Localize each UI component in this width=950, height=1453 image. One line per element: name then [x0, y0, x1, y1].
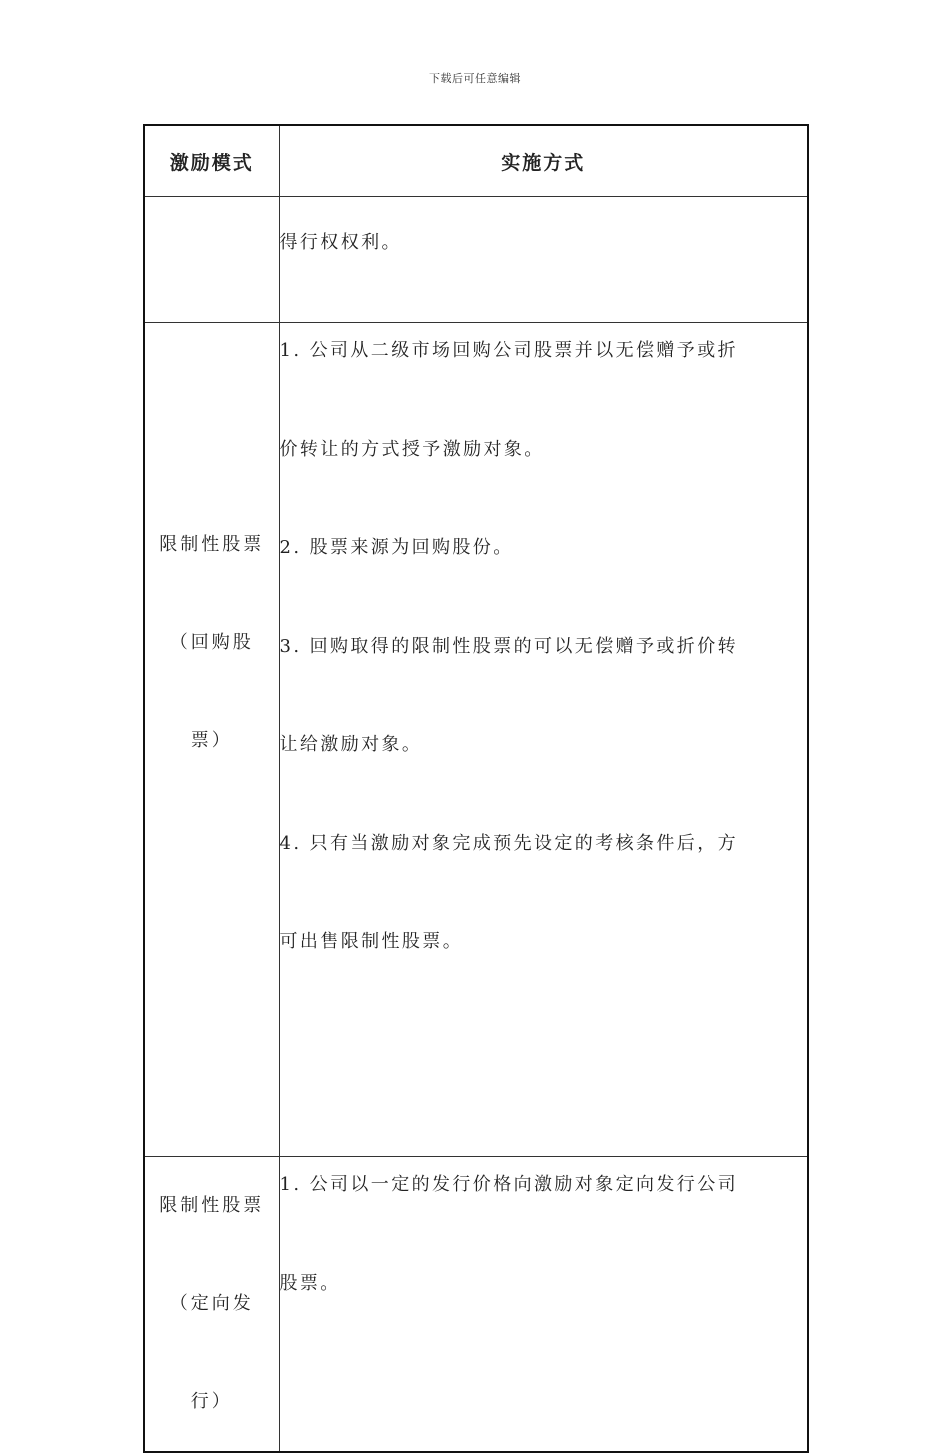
- incentive-table: [143, 124, 809, 1453]
- mode-label-line: （定向发: [169, 1293, 254, 1314]
- column-header-mode: 激励模式: [144, 125, 279, 197]
- implementation-line: 可出售限制性股票。: [279, 931, 464, 952]
- table-header-row: [144, 125, 808, 197]
- mode-label-line: 限制性股票: [159, 534, 265, 555]
- implementation-cell: [279, 323, 808, 1157]
- implementation-line: 3. 回购取得的限制性股票的可以无偿赠予或折价转: [279, 635, 738, 657]
- implementation-line: 股票。: [279, 1272, 341, 1294]
- implementation-line: 1. 公司从二级市场回购公司股票并以无偿赠予或折: [279, 340, 738, 361]
- implementation-line: 得行权权利。: [279, 232, 402, 253]
- mode-cell-directed: [144, 1157, 279, 1453]
- implementation-line: 让给激励对象。: [279, 734, 423, 755]
- table-row: [144, 197, 808, 323]
- mode-label-line: 票）: [190, 730, 233, 751]
- table-row: [144, 1157, 808, 1453]
- implementation-line: 4. 只有当激励对象完成预先设定的考核条件后，方: [279, 832, 738, 854]
- page-header: 下载后可任意编辑: [429, 72, 521, 85]
- mode-label-line: 行）: [190, 1391, 233, 1412]
- implementation-line: 价转让的方式授予激励对象。: [279, 438, 545, 460]
- implementation-cell: [279, 1157, 808, 1453]
- mode-label-line: （回购股: [169, 632, 254, 653]
- column-header-implementation: 实施方式: [279, 125, 808, 197]
- implementation-line: 1. 公司以一定的发行价格向激励对象定向发行公司: [279, 1174, 738, 1195]
- implementation-line: 2. 股票来源为回购股份。: [279, 537, 514, 558]
- implementation-cell: [279, 197, 808, 323]
- mode-label-line: 限制性股票: [159, 1195, 265, 1216]
- mode-cell-repurchase: [144, 323, 279, 1157]
- mode-cell-empty: [144, 197, 279, 323]
- table-row: [144, 323, 808, 1157]
